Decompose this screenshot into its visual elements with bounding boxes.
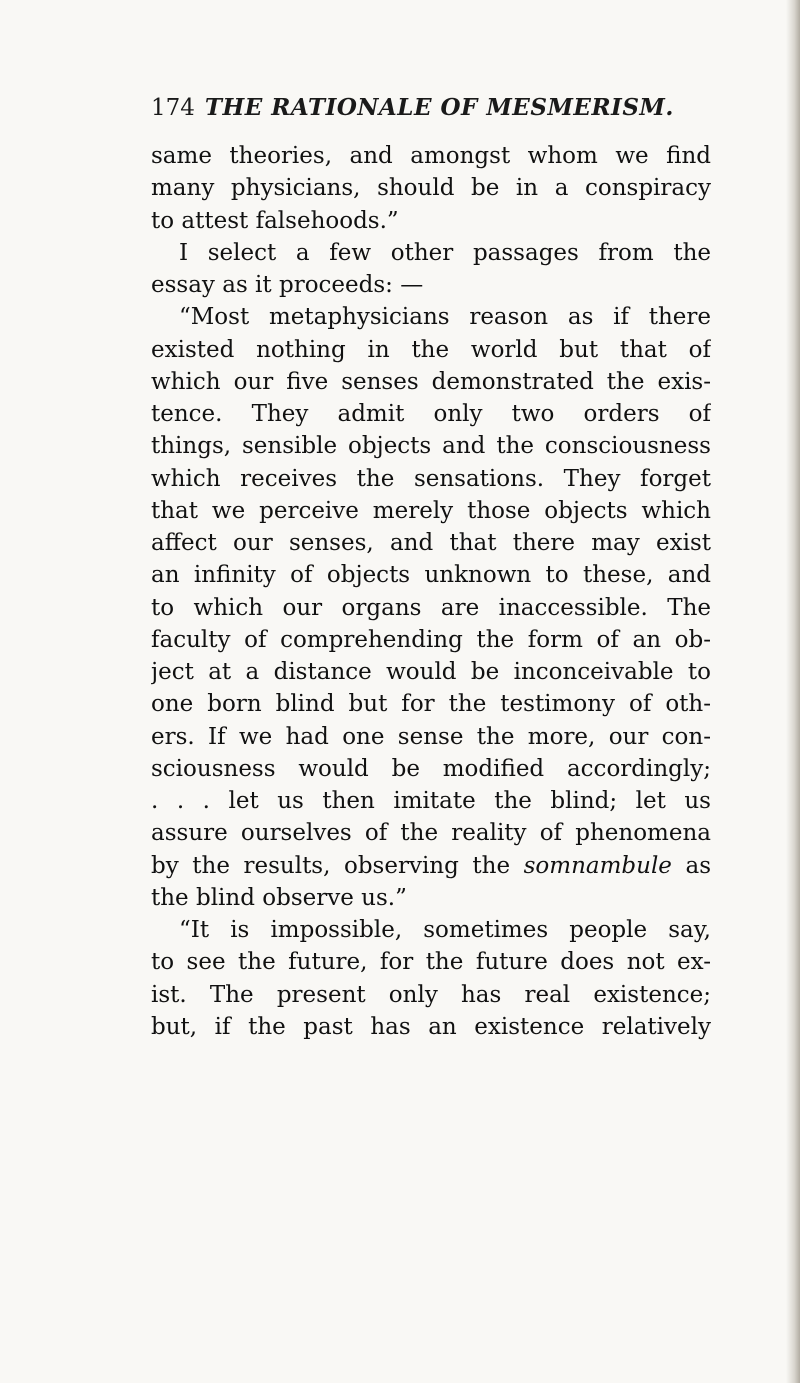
text-line: existed nothing in the world but that of bbox=[151, 336, 711, 363]
text-line: one born blind but for the testimony of oth- bbox=[151, 691, 711, 718]
text-line: affect our senses, and that there may exist bbox=[151, 530, 711, 556]
text-segment: by the results, observing the bbox=[151, 852, 524, 879]
text-line: essay as it proceeds: — bbox=[151, 272, 424, 298]
text-line: assure ourselves of the reality of phenomena bbox=[151, 820, 711, 847]
text-line: to which our organs are inaccessible. The bbox=[151, 594, 711, 621]
text-line: sciousness would be modified accordingly; bbox=[151, 755, 711, 782]
text-line: many physicians, should be in a conspiracy bbox=[151, 175, 711, 202]
text-line: the blind observe us.” bbox=[151, 884, 407, 911]
text-line: that we perceive merely those objects which bbox=[151, 497, 711, 524]
text-line: ject at a distance would be inconceivable to bbox=[151, 659, 711, 685]
text-line: ers. If we had one sense the more, our con- bbox=[151, 723, 711, 750]
text-line: to attest falsehoods.” bbox=[151, 207, 399, 234]
running-head bbox=[151, 94, 711, 128]
page-edge-shadow bbox=[786, 0, 800, 1383]
italic-word: somnambule bbox=[523, 852, 672, 879]
body-text bbox=[151, 140, 711, 1043]
text-line: to see the future, for the future does not ex- bbox=[151, 949, 711, 976]
text-line: same theories, and amongst whom we find bbox=[151, 143, 711, 169]
text-line: which receives the sensations. They forget bbox=[151, 465, 711, 492]
text-line: which our five senses demonstrated the exis- bbox=[151, 368, 711, 395]
text-line: “It is impossible, sometimes people say, bbox=[179, 917, 711, 943]
text-line: an infinity of objects unknown to these, and bbox=[151, 562, 711, 589]
text-line: things, sensible objects and the consciousness bbox=[151, 433, 711, 460]
text-line: faculty of comprehending the form of an ob- bbox=[151, 626, 711, 653]
text-line: I select a few other passages from the bbox=[179, 239, 711, 266]
text-segment: as bbox=[671, 852, 711, 879]
page-number: 174 bbox=[151, 95, 195, 121]
text-line: tence. They admit only two orders of bbox=[151, 401, 711, 427]
text-line: “Most metaphysicians reason as if there bbox=[179, 304, 711, 331]
text-line: . . . let us then imitate the blind; let us bbox=[151, 788, 711, 814]
text-line bbox=[151, 850, 711, 882]
text-line: ist. The present only has real existence; bbox=[151, 981, 711, 1008]
running-title: THE RATIONALE OF MESMERISM. bbox=[204, 94, 674, 121]
text-line: but, if the past has an existence relatively bbox=[151, 1013, 711, 1040]
